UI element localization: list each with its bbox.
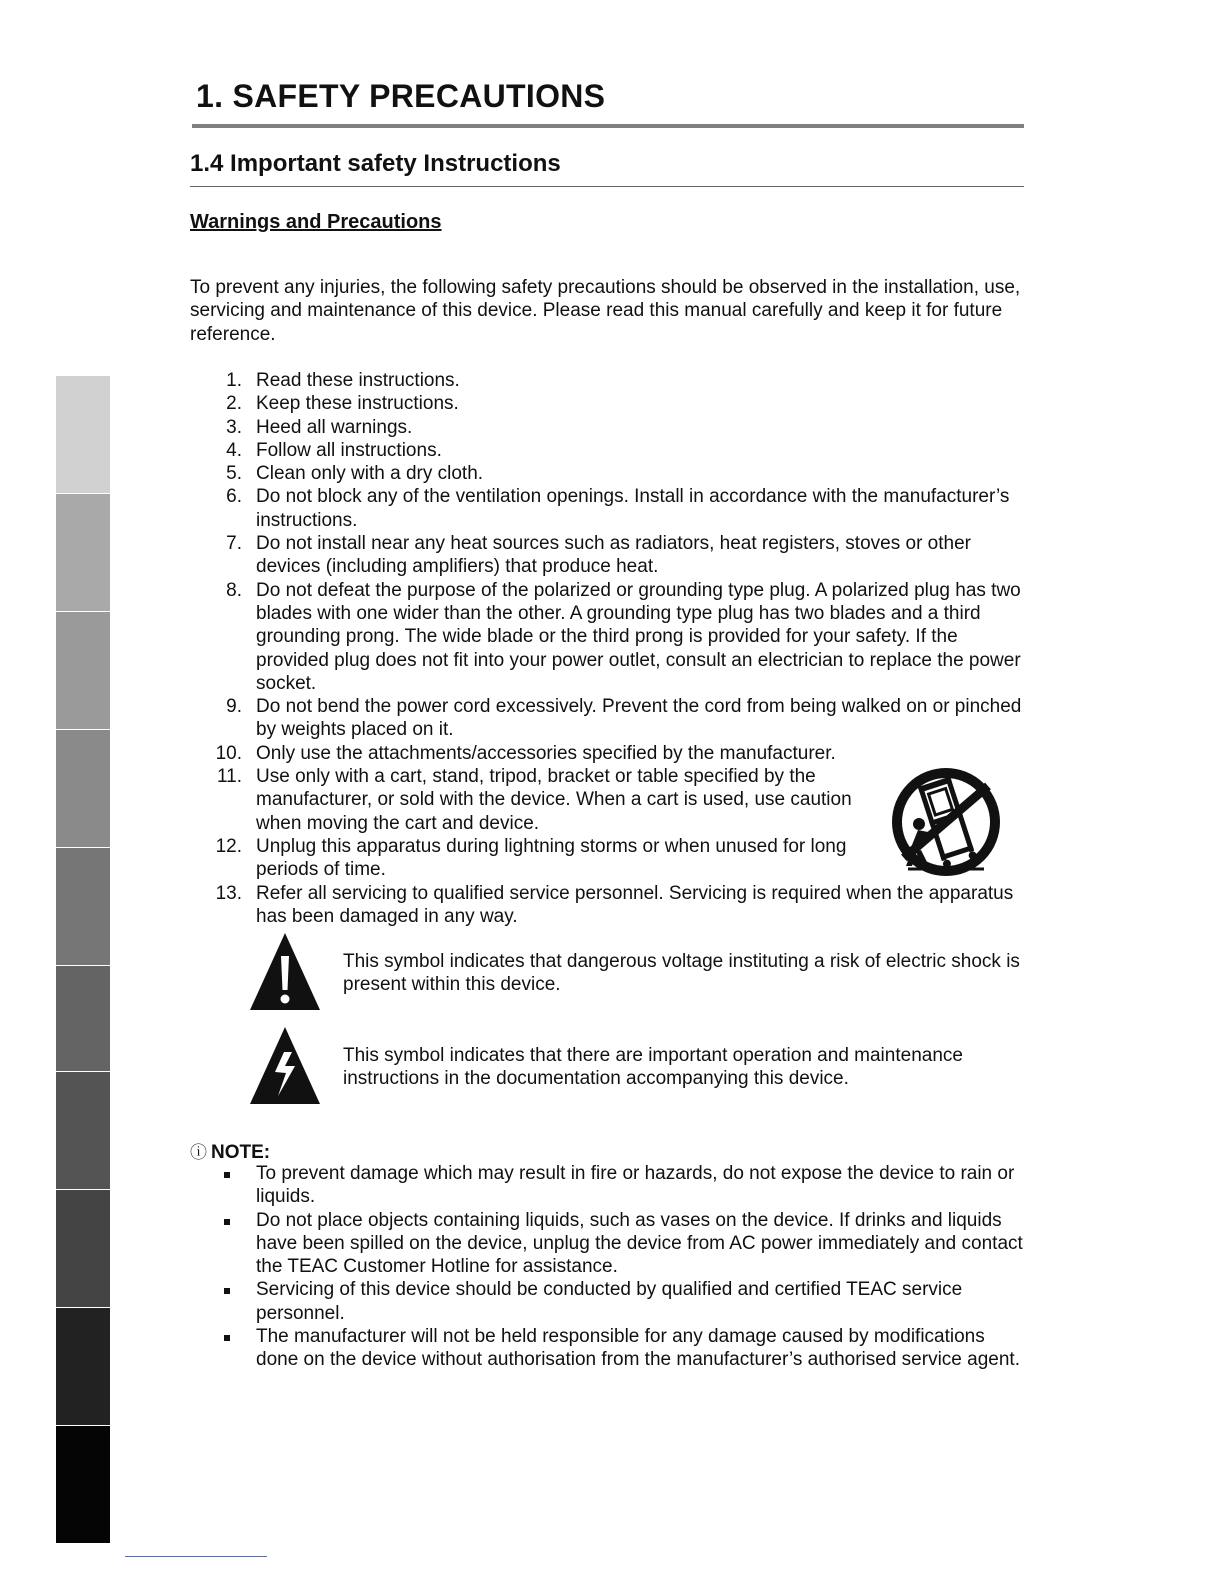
- list-item: 9. Do not bend the power cord excessively. Prevent the cord from being walked on or pinched by weights placed on it.: [226, 696, 1022, 741]
- chapter-tab-strip: [56, 376, 110, 1544]
- subsection-title: Warnings and Precautions: [190, 211, 442, 233]
- list-item: 6. Do not block any of the ventilation openings. Install in accordance with the manufacturer’s instructions.: [226, 486, 1010, 531]
- symbol-row-exclamation: [248, 932, 1028, 1014]
- note-label: NOTE:: [211, 1142, 271, 1163]
- list-item: 4. Follow all instructions.: [226, 439, 442, 461]
- chapter-tab: [56, 730, 110, 848]
- chapter-tab: [56, 1308, 110, 1426]
- bullet-icon: [224, 1335, 230, 1341]
- info-icon: ⓘ: [190, 1143, 207, 1162]
- note-heading: [190, 1138, 270, 1164]
- list-item: 2. Keep these instructions.: [226, 393, 459, 415]
- list-item: The manufacturer will not be held responsible for any damage caused by modifications done on the device without authorisation from the manufacturer’s authorised service agent.: [256, 1325, 1026, 1372]
- bullet-icon: [224, 1288, 230, 1294]
- footer-divider: [125, 1556, 267, 1557]
- list-item: 7. Do not install near any heat sources such as radiators, heat registers, stoves or other devices (including amplifiers) that produce heat.: [226, 533, 971, 578]
- chapter-tab: [56, 1190, 110, 1308]
- list-item: 3. Heed all warnings.: [226, 416, 413, 438]
- symbol-row-lightning: [248, 1026, 1028, 1108]
- section-title: 1.4 Important safety Instructions: [190, 150, 561, 177]
- list-item: 5. Clean only with a dry cloth.: [226, 463, 484, 485]
- intro-paragraph: To prevent any injuries, the following safety precautions should be observed in the installation, use, servicing and maintenance of this device. Please read this manual carefully and keep it for future reference.: [190, 277, 1021, 345]
- section-rule: [190, 186, 1024, 187]
- list-item: To prevent damage which may result in fire or hazards, do not expose the device to rain or liquids.: [256, 1162, 1026, 1209]
- page-title: 1. SAFETY PRECAUTIONS: [196, 78, 606, 114]
- chapter-tab: [56, 494, 110, 612]
- chapter-tab: [56, 966, 110, 1072]
- chapter-tab: [56, 848, 110, 966]
- exclamation-triangle-icon: [248, 932, 322, 1012]
- list-item: 1. Read these instructions.: [226, 370, 460, 391]
- chapter-tab: [56, 376, 110, 494]
- list-item: 8. Do not defeat the purpose of the polarized or grounding type plug. A polarized plug has two blades with one wider than the other. A grounding type plug has two blades and a third grounding prong. The wide blade or the third prong is provided for your safety. If the provided plug does not fit into your power outlet, consult an electrician to replace the power socket.: [226, 579, 1021, 694]
- list-item: 12. Unplug this apparatus during lightning storms or when unused for long periods of time.: [215, 835, 847, 881]
- note-list: [256, 1162, 1026, 1372]
- chapter-tab: [56, 1426, 110, 1544]
- symbol-description: This symbol indicates that there are important operation and maintenance instructions in the documentation accompanying this device.: [343, 1045, 963, 1090]
- bullet-icon: [224, 1172, 230, 1178]
- list-item: 10. Only use the attachments/accessories specified by the manufacturer.: [215, 742, 836, 764]
- list-item: 11. Use only with a cart, stand, tripod, bracket or table specified by the manufacturer, or sold with the device. When a cart is used, use caution when moving the cart and device.: [216, 766, 852, 834]
- chapter-tab: [56, 612, 110, 730]
- list-item: Servicing of this device should be conducted by qualified and certified TEAC service personnel.: [256, 1278, 1026, 1325]
- title-rule: [192, 124, 1024, 128]
- cart-tip-over-icon: [888, 766, 1004, 880]
- symbol-description: This symbol indicates that dangerous voltage instituting a risk of electric shock is present within this device.: [343, 951, 1020, 996]
- bullet-icon: [224, 1219, 230, 1225]
- list-item: Do not place objects containing liquids, such as vases on the device. If drinks and liquids have been spilled on the device, unplug the device from AC power immediately and contact the TEAC Customer Hotline for assistance.: [256, 1209, 1026, 1279]
- list-item: 13. Refer all servicing to qualified service personnel. Servicing is required when the apparatus has been damaged in any way.: [215, 882, 1014, 927]
- lightning-triangle-icon: [248, 1026, 322, 1106]
- chapter-tab: [56, 1072, 110, 1190]
